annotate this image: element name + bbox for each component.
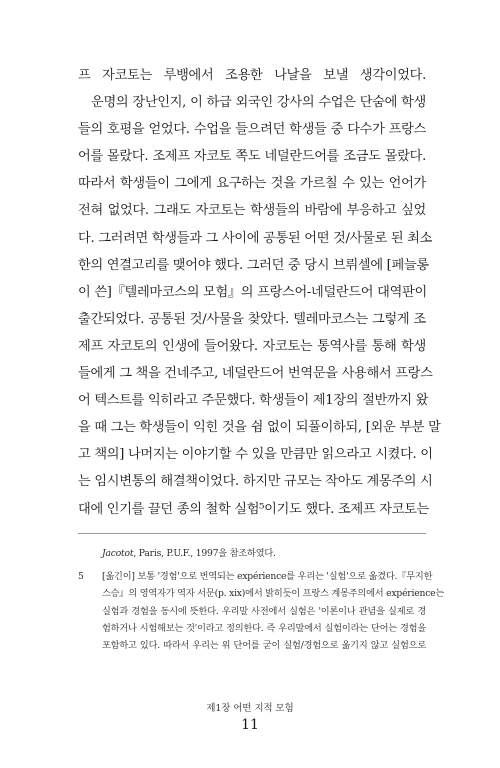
footnote-line: 실험과 경험을 동시에 뜻한다. 우리말 사전에서 실험은 '이론이나 관념을 실제로 경 <box>102 605 426 617</box>
running-title: 제1장 어떤 지적 모험 <box>206 703 294 714</box>
body-line: 어 텍스트를 익히라고 주문했다. 학생들이 제1장의 절반까지 왔 <box>78 393 429 409</box>
footnote-line: [옮긴이] 보통 '경험'으로 번역되는 expérience를 우리는 '실험'으로 옮겼다.『무지한 <box>102 571 433 583</box>
body-line: 는 임시변통의 해결책이었다. 하지만 규모는 작아도 계몽주의 시 <box>78 474 433 490</box>
body-line: 운명의 장난인지, 이 하급 외국인 강사의 수업은 단숨에 학생 <box>91 95 426 111</box>
body-line: 을 때 그는 학생들이 익힌 것을 쉼 없이 되풀이하되, [외운 부분 말 <box>78 420 441 436</box>
footnote-line: 스승』의 영역자가 역자 서문(p. xix)에서 밝히듯이 프랑스 계몽주의에서 expérience는 <box>102 588 445 600</box>
footnote-reference-rest: , Paris, P.U.F., 1997을 참조하였다. <box>133 548 276 559</box>
footnotes <box>78 545 445 654</box>
body-line: 출간되었다. 공통된 것/사물을 찾았다. 텔레마코스는 그렇게 조 <box>78 311 426 327</box>
body-line: 들의 호평을 얻었다. 수업을 들으려던 학생들 중 다수가 프랑스 <box>78 122 426 138</box>
footnote-line: 험하거나 시험해보는 것'이라고 정의한다. 즉 우리말에서 실험이라는 단어는 경험을 <box>102 622 426 634</box>
body-line: 어를 몰랐다. 조제프 자코토 쪽도 네덜란드어를 조금도 몰랐다. <box>78 149 426 165</box>
body-line: 대에 인기를 끌던 종의 철학 실험⁵이기도 했다. 조제프 자코토는 <box>78 501 429 517</box>
footnote-number: 5 <box>78 571 84 583</box>
page-number: 11 <box>241 717 259 733</box>
body-line: 이 쓴]『텔레마코스의 모험』의 프랑스어-네덜란드어 대역판이 <box>78 284 427 300</box>
body-line: 한의 연결고리를 맺어야 했다. 그러던 중 당시 브뤼셀에 [페늘롱 <box>78 257 429 273</box>
body-text <box>78 62 441 523</box>
body-line: 따라서 학생들이 그에게 요구하는 것을 가르칠 수 있는 언어가 <box>78 176 426 192</box>
footnote-text <box>78 568 445 654</box>
body-line: 제프 자코토의 인생에 들어왔다. 자코토는 통역사를 통해 학생 <box>78 338 426 354</box>
footnote-line: 포함하고 있다. 따라서 우리는 위 단어를 굳이 실험/경험으로 옮기지 않고 실험으로 <box>102 639 426 651</box>
footnote-reference-author: Jacotot <box>102 548 134 559</box>
body-line: 전혀 없었다. 그래도 자코토는 학생들의 바람에 부응하고 싶었 <box>78 203 426 219</box>
body-line: 프 자코토는 루뱅에서 조용한 나날을 보낼 생각이었다. <box>78 68 426 83</box>
body-line: 다. 그러려면 학생들과 그 사이에 공통된 어떤 것/사물로 된 최소 <box>78 230 433 246</box>
body-line: 고 책의] 나머지는 이야기할 수 있을 만큼만 읽으라고 시켰다. 이 <box>78 447 433 463</box>
footnote-5 <box>78 568 445 654</box>
footnote-reference <box>78 545 426 562</box>
footnote-divider <box>78 533 426 534</box>
body-line: 들에게 그 책을 건네주고, 네덜란드어 번역문을 사용해서 프랑스 <box>78 366 433 382</box>
